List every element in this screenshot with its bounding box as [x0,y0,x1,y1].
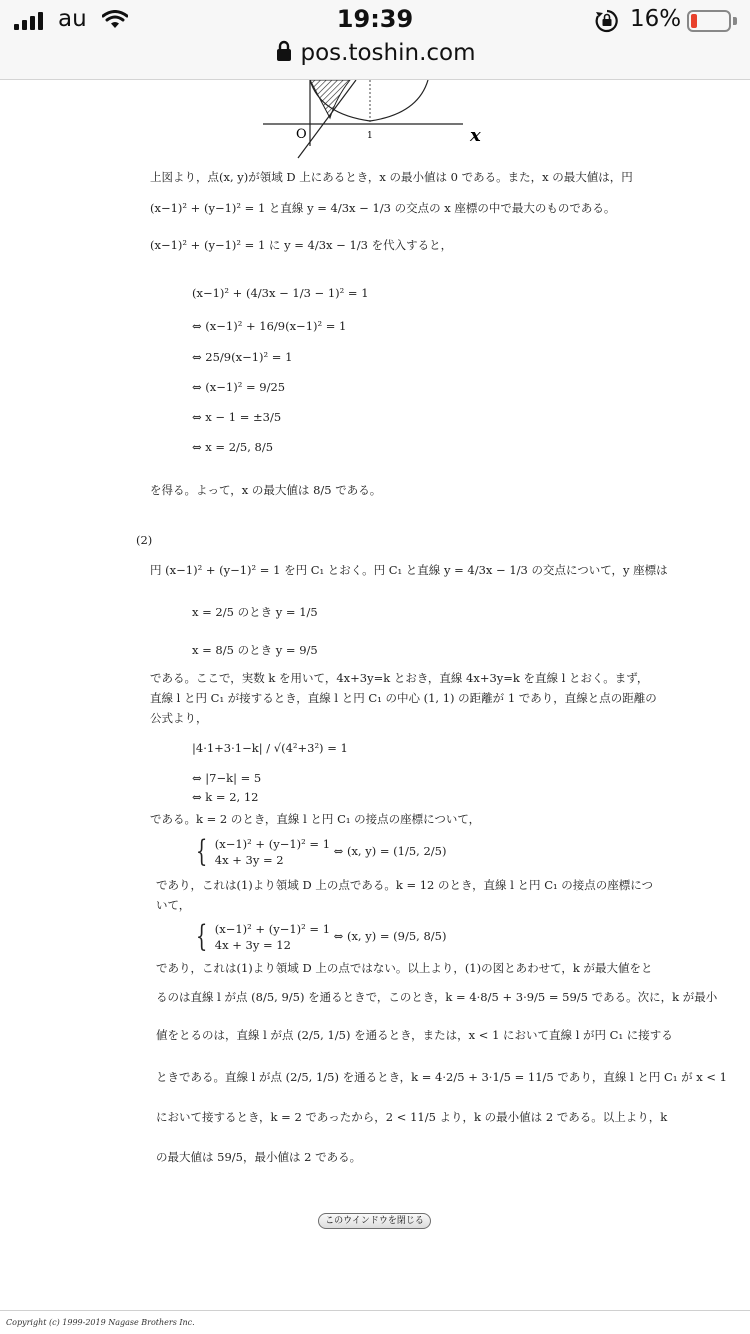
battery-tip [733,17,737,25]
text-line: の最大値は 59/5，最小値は 2 である。 [156,1150,362,1164]
text-line: いて， [156,898,191,912]
equation-line: ⇔ k = 2, 12 [192,790,259,804]
text-line: るのは直線 l が点 (8/5, 9/5) を通るときで，このとき，k = 4·8/5 + 3·9/5 = 59/5 である。次に，k が最小 [156,990,718,1004]
left-brace: { [195,919,208,954]
equation-line: ⇔ (x−1)² + 16/9(x−1)² = 1 [192,319,347,333]
page-content [0,80,750,1334]
carrier-name: au [58,6,87,32]
text-line: 直線 l と円 C₁ が接するとき，直線 l と円 C₁ の中心 (1, 1) の距離が 1 であり，直線と点の距離の [150,691,657,705]
tick-label-1: 1 [367,131,373,141]
equation-line: (x−1)² + (4/3x − 1/3 − 1)² = 1 [192,286,369,300]
text-line: である。ここで，実数 k を用いて，4x+3y=k とおき，直線 4x+3y=k を直線 l とおく。まず， [150,671,649,685]
equation-line: x = 8/5 のとき y = 9/5 [192,643,318,657]
url-text: pos.toshin.com [300,40,476,66]
battery-percent: 16% [630,6,682,32]
rotation-lock-icon [594,9,620,33]
battery-icon [687,10,731,32]
system-eq-2 [192,921,446,953]
system-eq-2b: 4x + 3y = 12 [214,938,291,952]
equation-line: ⇔ |7−k| = 5 [192,771,262,785]
text-line: (x−1)² + (y−1)² = 1 に y = 4/3x − 1/3 を代入すると， [150,238,453,252]
status-time: 19:39 [336,5,414,33]
text-line: を得る。よって，x の最大値は 8/5 である。 [150,483,382,497]
region-graph [258,80,498,165]
section-heading: (2) [136,533,153,547]
system-eq-2a: (x−1)² + (y−1)² = 1 [214,922,331,936]
equation-line: ⇔ 25/9(x−1)² = 1 [192,350,293,364]
text-line: であり，これは(1)より領域 D 上の点である。k = 12 のとき，直線 l と円 C₁ の接点の座標につ [156,878,654,892]
system-eq-1a: (x−1)² + (y−1)² = 1 [214,837,331,851]
text-line: 円 (x−1)² + (y−1)² = 1 を円 C₁ とおく。円 C₁ と直線 y = 4/3x − 1/3 の交点について，y 座標は [150,563,668,577]
system-result-1: ⇔ (x, y) = (1/5, 2/5) [333,844,447,858]
footer-divider [0,1310,750,1311]
system-stack [215,836,330,868]
text-line: 値をとるのは，直線 l が点 (2/5, 1/5) を通るとき，または，x < 1 において直線 l が円 C₁ に接する [156,1028,673,1042]
browser-status-bar [0,0,750,80]
text-line: において接するとき，k = 2 であったから，2 < 11/5 より，k の最小値は 2 である。以上より，k [156,1110,668,1124]
equation-line: ⇔ (x−1)² = 9/25 [192,380,286,394]
system-eq-1 [192,836,446,868]
equation-line: |4·1+3·1−k| / √(4²+3²) = 1 [192,741,348,755]
lock-icon [274,40,294,62]
x-axis-label: x [470,125,481,146]
system-result-2: ⇔ (x, y) = (9/5, 8/5) [333,929,447,943]
equation-line: ⇔ x = 2/5, 8/5 [192,440,274,454]
text-line: ときである。直線 l が点 (2/5, 1/5) を通るとき，k = 4·2/5 + 3·1/5 = 11/5 であり，直線 l と円 C₁ が x < 1 [156,1070,727,1084]
text-line: (x−1)² + (y−1)² = 1 と直線 y = 4/3x − 1/3 の交点の x 座標の中で最大のものである。 [150,201,616,215]
system-eq-1b: 4x + 3y = 2 [214,853,284,867]
system-stack [215,921,330,953]
text-line: 公式より， [150,711,208,725]
text-line: である。k = 2 のとき，直線 l と円 C₁ の接点の座標について， [150,812,481,826]
text-line: 上図より，点(x, y)が領域 D 上にあるとき，x の最小値は 0 である。また，x の最大値は，円 [150,170,633,184]
origin-label: O [296,127,307,142]
address-bar[interactable] [0,40,750,66]
equation-line: ⇔ x − 1 = ±3/5 [192,410,282,424]
shaded-region [310,80,350,118]
copyright-text: Copyright (c) 1999-2019 Nagase Brothers Inc. [6,1318,195,1327]
left-brace: { [195,834,208,869]
text-line: であり，これは(1)より領域 D 上の点ではない。以上より，(1)の図とあわせて，k が最大値をと [156,961,653,975]
equation-line: x = 2/5 のとき y = 1/5 [192,605,318,619]
close-window-button[interactable]: このウインドウを閉じる [318,1213,431,1229]
